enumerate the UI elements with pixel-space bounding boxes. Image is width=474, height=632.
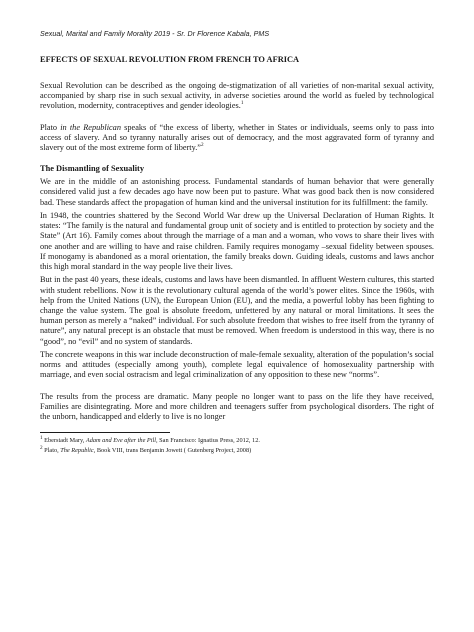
document-title: EFFECTS OF SEXUAL REVOLUTION FROM FRENCH TO AFRICA bbox=[40, 55, 300, 64]
plato-paragraph bbox=[40, 123, 434, 154]
plato-quote: speaks of “the excess of liberty, whether in States or individuals, seems only to pass into access of slavery. And so tyranny naturally arises out of democracy, and the most aggravated form of tyranny and slavery out of the most extreme form of liberty.” bbox=[40, 122, 434, 153]
footnote-2-lead: Plato, bbox=[42, 447, 61, 455]
footnote-1-rest: , San Francisco: Ignatius Press, 2012, 12. bbox=[156, 437, 260, 445]
body-paragraph-4: The concrete weapons in this war include deconstruction of male-female sexuality, alteration of the population’s social norms and attitudes (especially among youth), complete legal equivalence of homosexuality partnership with marriage, and even social ostracism and legal criminalization of any opposition to these new “norms”. bbox=[40, 350, 434, 380]
footnote-ref-1[interactable]: 1 bbox=[240, 100, 244, 107]
plato-lead: Plato bbox=[40, 122, 58, 132]
plato-work-title: in the Republican bbox=[57, 122, 121, 132]
footnote-1 bbox=[40, 436, 434, 445]
body-paragraph-5: The results from the process are dramatic. Many people no longer want to pass on the life they have received, Families are disintegrating. More and more children and teenagers suffer from psychological disorders. The right of the unborn, handicapped and elderly to live is no longer bbox=[40, 391, 434, 422]
footnote-2-number: 2 bbox=[40, 445, 43, 452]
footnote-2-rest: , Book VIII, trans Benjamin Jowett ( Gutenberg Project, 2008) bbox=[93, 447, 252, 455]
footnote-2 bbox=[40, 446, 434, 455]
body-paragraph-3: But in the past 40 years, these ideals, customs and laws have been dismantled. In affluent Western cultures, this started with student rebellions. Now it is the revolutionary cultural agenda of the world’s power elites. Since the 1960s, with help from the United Nations (UN), the European Union (EU), and the media, a powerful lobby has been fighting to change the value system. The goal is absolute freedom, unfettered by any natural or moral limitations. It sees the human person as merely a “naked” individual. For such absolute freedom that wishes to free itself from the tyranny of nature”, any natural precept is an obstacle that must be removed. When freedom is understood in this way, there is no “good”, no “evil” and no system of standards. bbox=[40, 275, 434, 346]
footnote-2-work: The Republic bbox=[60, 447, 94, 455]
body-paragraph-1: We are in the middle of an astonishing process. Fundamental standards of human behavior that were generally considered valid just a few decades ago have now been put to pasture. What was good back then is now considered bad. These standards affect the propagation of human kind and the universal institution for its fulfillment: the family. bbox=[40, 177, 434, 207]
footnote-1-number: 1 bbox=[40, 435, 43, 442]
intro-paragraph-text: Sexual Revolution can be described as the ongoing de-stigmatization of all varieties of non-marital sexual activity, accompanied by sharp rise in such sexual activity, in adverse societies around the world as fueled by technological revolution, modernity, contraceptives and gender ideologies. bbox=[40, 81, 434, 111]
footnote-divider bbox=[40, 432, 170, 433]
footnote-1-work: Adam and Eve after the Pill bbox=[85, 437, 157, 445]
footnote-1-lead: Eberstadt Mary, bbox=[42, 437, 86, 445]
running-header: Sexual, Marital and Family Morality 2019 - Sr. Dr Florence Kabala, PMS bbox=[40, 30, 270, 38]
intro-paragraph bbox=[40, 81, 434, 112]
body-paragraph-2: In 1948, the countries shattered by the Second World War drew up the Universal Declaration of Human Rights. It states: “The family is the natural and fundamental group unit of society and is entitled to protection by society and the State” (Art 16). Family comes about through the marriage of a man and a woman, who vows to share their lives with one another and are willing to have and raise children. Family requires monogamy –sexual fidelity between spouses. If monogamy is abandoned as a moral orientation, the family breaks down. Guiding ideals, customs and laws anchor this high moral standard in the way people live their lives. bbox=[40, 211, 434, 272]
section-heading: The Dismantling of Sexuality bbox=[40, 164, 145, 174]
footnote-ref-2[interactable]: 2 bbox=[200, 142, 204, 149]
